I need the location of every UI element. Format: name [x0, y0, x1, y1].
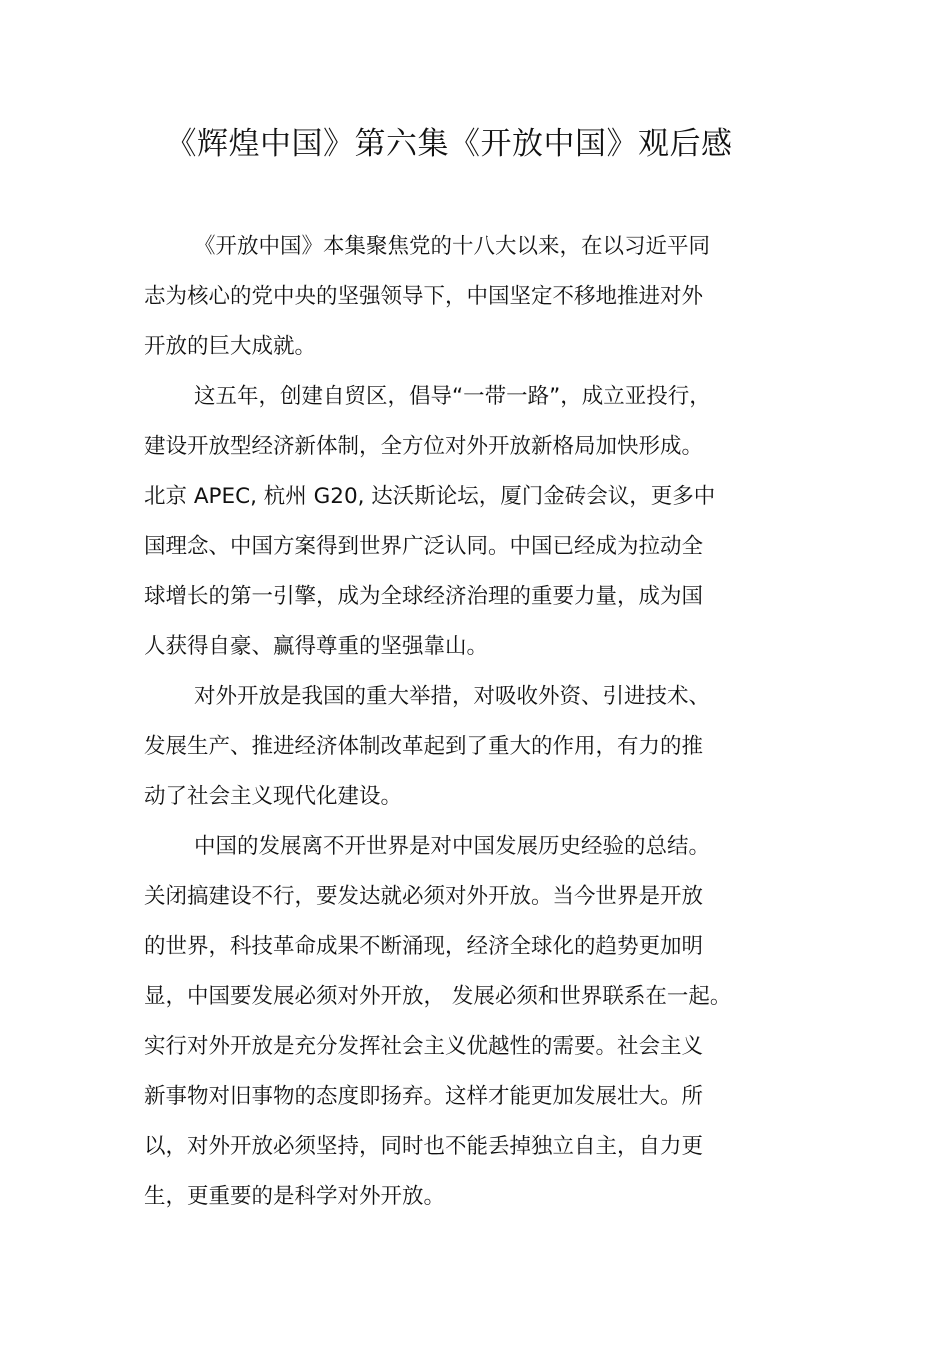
paragraph-1-line-3: 开放的巨大成就。	[144, 334, 317, 359]
paragraph-2-line-5: 球增长的第一引擎，成为全球经济治理的重要力量，成为国	[144, 584, 704, 609]
paragraph-2-line-4: 国理念、中国方案得到世界广泛认同。中国已经成为拉动全	[144, 534, 704, 559]
paragraph-3-line-2: 发展生产、推进经济体制改革起到了重大的作用，有力的推	[144, 734, 704, 759]
paragraph-1-line-1: 《开放中国》本集聚焦党的十八大以来，在以习近平同	[194, 234, 711, 259]
paragraph-4-line-3: 的世界，科技革命成果不断涌现，经济全球化的趋势更加明	[144, 934, 704, 959]
paragraph-2-line-6: 人获得自豪、赢得尊重的坚强靠山。	[144, 634, 489, 659]
paragraph-4-line-7: 以，对外开放必须坚持，同时也不能丢掉独立自主，自力更	[144, 1134, 704, 1159]
paragraph-4-line-1: 中国的发展离不开世界是对中国发展历史经验的总结。	[194, 834, 711, 859]
document-body	[144, 222, 804, 1222]
paragraph-2-line-3: 北京 APEC, 杭州 G20, 达沃斯论坛，厦门金砖会议，更多中	[144, 484, 716, 509]
paragraph-2-line-1: 这五年，创建自贸区，倡导“一带一路”，成立亚投行，	[194, 384, 711, 409]
paragraph-4-line-8: 生，更重要的是科学对外开放。	[144, 1184, 446, 1209]
paragraph-4-line-4: 显，中国要发展必须对外开放， 发展必须和世界联系在一起。	[144, 984, 732, 1009]
paragraph-1-line-2: 志为核心的党中央的坚强领导下，中国坚定不移地推进对外	[144, 284, 704, 309]
paragraph-3-line-1: 对外开放是我国的重大举措，对吸收外资、引进技术、	[194, 684, 711, 709]
document-title: 《辉煌中国》第六集《开放中国》观后感	[165, 126, 733, 162]
paragraph-4-line-5: 实行对外开放是充分发挥社会主义优越性的需要。社会主义	[144, 1034, 704, 1059]
paragraph-4-line-2: 关闭搞建设不行，要发达就必须对外开放。当今世界是开放	[144, 884, 704, 909]
paragraph-2-line-2: 建设开放型经济新体制，全方位对外开放新格局加快形成。	[144, 434, 704, 459]
paragraph-3-line-3: 动了社会主义现代化建设。	[144, 784, 403, 809]
paragraph-4-line-6: 新事物对旧事物的态度即扬弃。这样才能更加发展壮大。所	[144, 1084, 704, 1109]
